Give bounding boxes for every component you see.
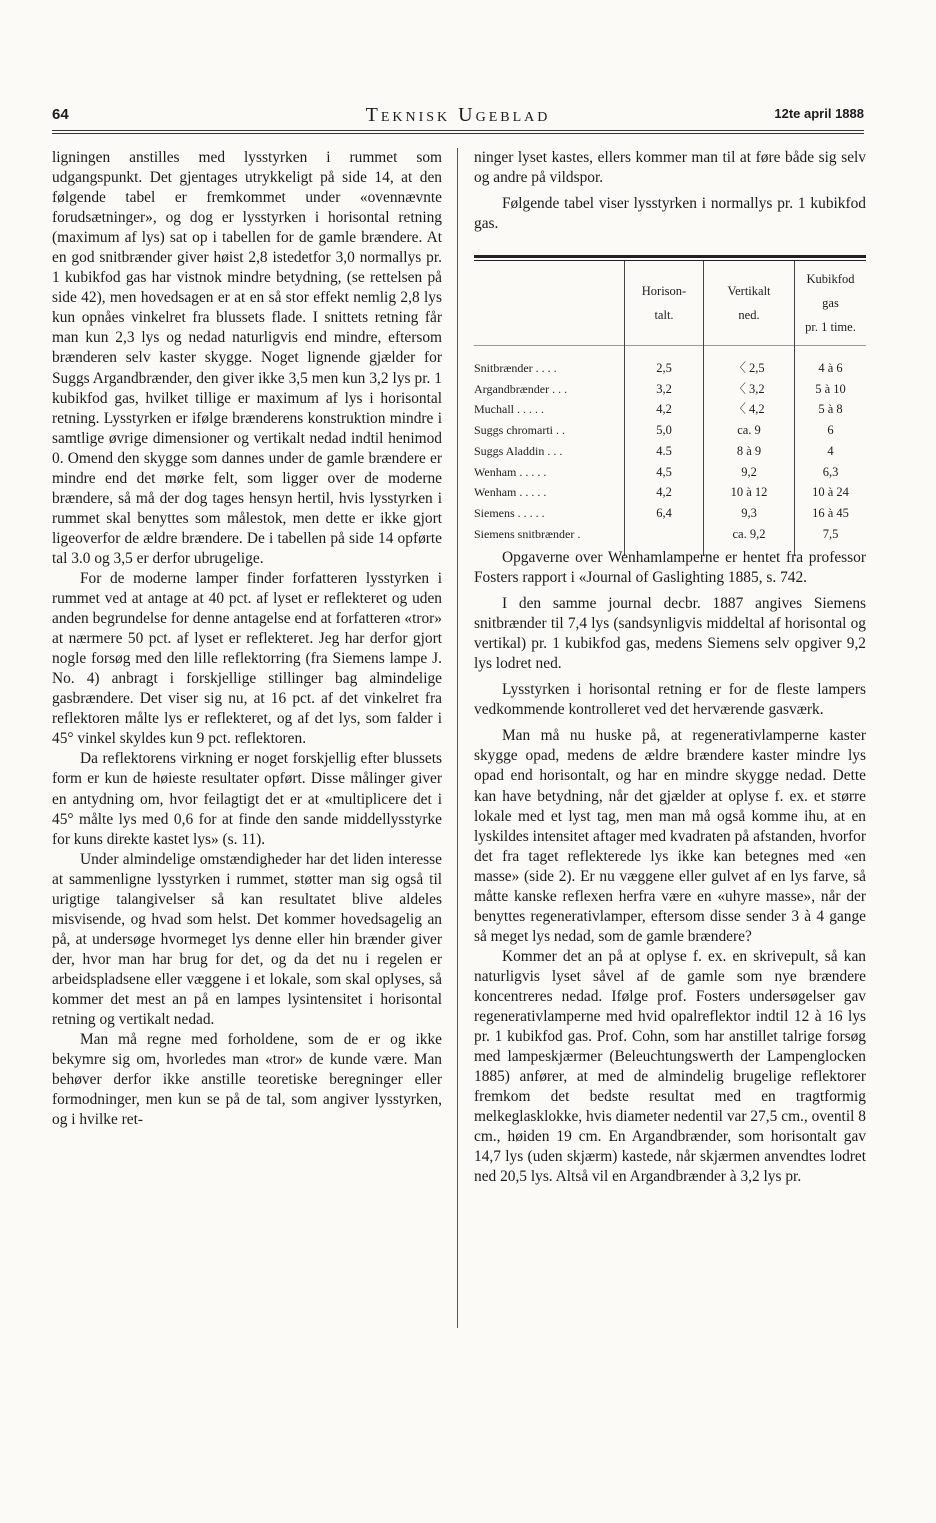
page-header xyxy=(52,104,864,130)
table-header-horizontal: Horison- talt. xyxy=(625,261,704,346)
right-column-bottom xyxy=(474,548,866,1187)
header-rule xyxy=(52,130,864,134)
paragraph: ninger lyset kastes, ellers kommer man til at føre både sig selv og andre på vildspor. xyxy=(474,149,866,187)
column-divider xyxy=(457,148,458,1328)
data-table xyxy=(474,261,866,556)
table-header-vertical: Vertikalt ned. xyxy=(704,261,795,346)
left-column xyxy=(52,148,442,1130)
paragraph: Følgende tabel viser lysstyrken i normallys pr. 1 kubikfod gas. xyxy=(474,195,866,233)
journal-title: Teknisk Ugeblad xyxy=(365,104,551,126)
paragraph: Da reflektorens virkning er noget forskjellig efter blussets form er kun de høieste resultater opført. Disse målinger giver en antydning om, hvor feilagtigt det er at «multiplicere det i 45° målte lys med 0,6 for at finde den sande middellysstyrke for kuns direkte kastet lys» (s. 11). xyxy=(52,750,442,848)
paragraph: Man må regne med forholdene, som de er og ikke bekymre sig om, hvorledes man «tror» de kunde være. Man behøver derfor ikke anstille teoretiske beregninger eller formodninger, men kun se på de tal, som angiver lysstyrken, og i hvilke ret- xyxy=(52,1031,442,1129)
paragraph: ligningen anstilles med lysstyrken i rummet som udgangspunkt. Det gjentages utrykkeligt på side 14, at den følgende tabel er fremkommet under «ovennævnte forudsætninger», og dog er lysstyrken i horisontal retning (maximum af lys) sat op i tabellen for de gamle brændere. At en god snitbrænder giver høist 2,8 istedetfor 3,0 normallys pr. 1 kubikfod gas har vistnok mindre betydning, (se rettelsen på side 42), men hovedsagen er at en så stor effekt nemlig 2,8 lys kun opnåes vinkelret fra blussets flade. I snittets retning får man kun 2,3 lys og nedad naturligvis end mindre, eftersom brænderen selv kaster skygge. Noget lignende gjælder for Suggs Argandbrænder, den giver ikke 3,5 men kun 3,2 lys pr. 1 kubikfod gas, hvilket tillige er maximum af lys i horisontal retning. Lysstyrken er ifølge brænderens konstruktion mindre i samtlige øvrige dimensioner og vertikalt nedad indtil henimod 0. Omend den skygge som dannes under de gamle brændere er mindre end det mørke felt, som ligger over de moderne brændere, så må der dog tages hensyn hertil, hvis lysstyrken i rummet skal benyttes som målestok, men dette er ikke gjort ligeoverfor de ældre brændere. De i tabellen på side 14 opførte tal 3.0 og 3,5 er derfor ubrugelige. xyxy=(52,149,442,567)
table-top-rule xyxy=(474,255,866,258)
paragraph: Opgaverne over Wenhamlamperne er hentet fra professor Fosters rapport i «Journal of Gaslighting 1885, s. 742. xyxy=(474,549,866,587)
table-row: Muchall . . . . . 4,2 〈 4,2 5 à 8 xyxy=(474,399,866,420)
table-row: Wenham . . . . . 4,5 9,2 6,3 xyxy=(474,462,866,483)
paragraph: For de moderne lamper finder forfatteren lysstyrken i rummet ved at antage at 40 pct. af lyset er reflekteret og uden anden begrundelse for denne antagelse end at forfatteren «tror» at nærmere 50 pct. af lyset er reflekteret. Jeg har derfor gjort nogle forsøg med den lille reflektorring (fra Siemens lampe J. No. 4) anbragt i forskjellige stillinger bag almindelige gasbrændere. Det viser sig nu, at 16 pct. af det vinkelret fra reflektoren målte lys er reflekteret, og af det lys, som falder i 45° vinkel skyldes kun 9 pct. reflektoren. xyxy=(52,569,442,748)
table-row: Wenham . . . . . 4,2 10 à 12 10 à 24 xyxy=(474,482,866,503)
table-row: Snitbrænder . . . . 2,5 〈 2,5 4 à 6 xyxy=(474,358,866,379)
right-column-top xyxy=(474,148,866,234)
table-row: Siemens . . . . . 6,4 9,3 16 à 45 xyxy=(474,503,866,524)
issue-date: 12te april 1888 xyxy=(774,106,864,121)
paragraph: Man må nu huske på, at regenerativlamperne kaster skygge opad, medens de ældre brændere kaster mindre lys opad end horisontalt, og har en mindre skygge nedad. Dette kan have betydning, når det gjælder at oplyse f. ex. et større lokale med et lyst tag, men man må også komme ihu, at en lyskildes intensitet aftager med kvadraten på afstanden, hvorfor det fra taget reflekterede lys ikke kan betegnes med «en masse» (side 2). Er nu væggene eller gulvet af en lys farve, så måtte kanske reflexen herfra være en «uhyre masse», når der benyttes regenerativlamper, eftersom disse sender 3 à 4 gange så meget lys nedad, som de gamle brændere? xyxy=(474,727,866,945)
table-row: Siemens snitbrænder . ca. 9,2 7,5 xyxy=(474,524,866,545)
paragraph: Kommer det an på at oplyse f. ex. en skrivepult, så kan naturligvis lyset såvel af de gamle som nye brændere koncentreres nedad. Ifølge prof. Fosters undersøgelser gav regenerativlamperne med hvid opalreflektor indtil 12 à 16 lys pr. 1 kubikfod gas. Prof. Cohn, som har anstillet talrige forsøg med lampeskjærmer (Beleuchtungswerth der Lampenglocken 1885) anfører, at med de almindelig brugelige reflektorer fremkom det bedste resultat med en tragtformig melkeglasklokke, hvis diameter nedentil var 27,5 cm., oventil 8 cm., høiden 19 cm. En Argandbrænder, som horisontalt gav 14,7 lys (uden skjærm) kastede, når skjærmen anvendtes lodret ned 20,5 lys. Altså vil en Argandbrænder à 3,2 lys pr. xyxy=(474,947,866,1186)
table-header-blank xyxy=(474,261,625,346)
table-row: Suggs Aladdin . . . 4.5 8 à 9 4 xyxy=(474,441,866,462)
paragraph: Under almindelige omstændigheder har det liden interesse at sammenligne lysstyrken i rummet, støtter man sig også til urigtige talangivelser så kan resultatet blive aldeles misvisende, og hvad som helst. Det kommer hovedsagelig an på, at undersøge hvormeget lys denne eller hin brænder giver der, hvor man har brug for det, og da det nu i regelen er arbeidspladsene eller væggene i et lokale, som skal oplyses, så kommer det mest an på en lampes lysintensitet i horisontal retning og vertikalt nedad. xyxy=(52,850,442,1029)
paragraph: I den samme journal decbr. 1887 angives Siemens snitbrænder til 7,4 lys (sandsynligvis middeltal af horisontal og vertikal) pr. 1 kubikfod gas, medens Siemens selv opgiver 9,2 lys lodret ned. xyxy=(474,595,866,673)
light-intensity-table xyxy=(474,255,866,556)
paragraph: Lysstyrken i horisontal retning er for de fleste lampers vedkommende kontrolleret ved det herværende gasværk. xyxy=(474,681,866,719)
page-number: 64 xyxy=(52,106,69,123)
table-header-gas: Kubikfod gas pr. 1 time. xyxy=(795,261,867,346)
table-row: Argandbrænder . . . 3,2 〈 3,2 5 à 10 xyxy=(474,379,866,400)
table-row: Suggs chromarti . . 5,0 ca. 9 6 xyxy=(474,420,866,441)
